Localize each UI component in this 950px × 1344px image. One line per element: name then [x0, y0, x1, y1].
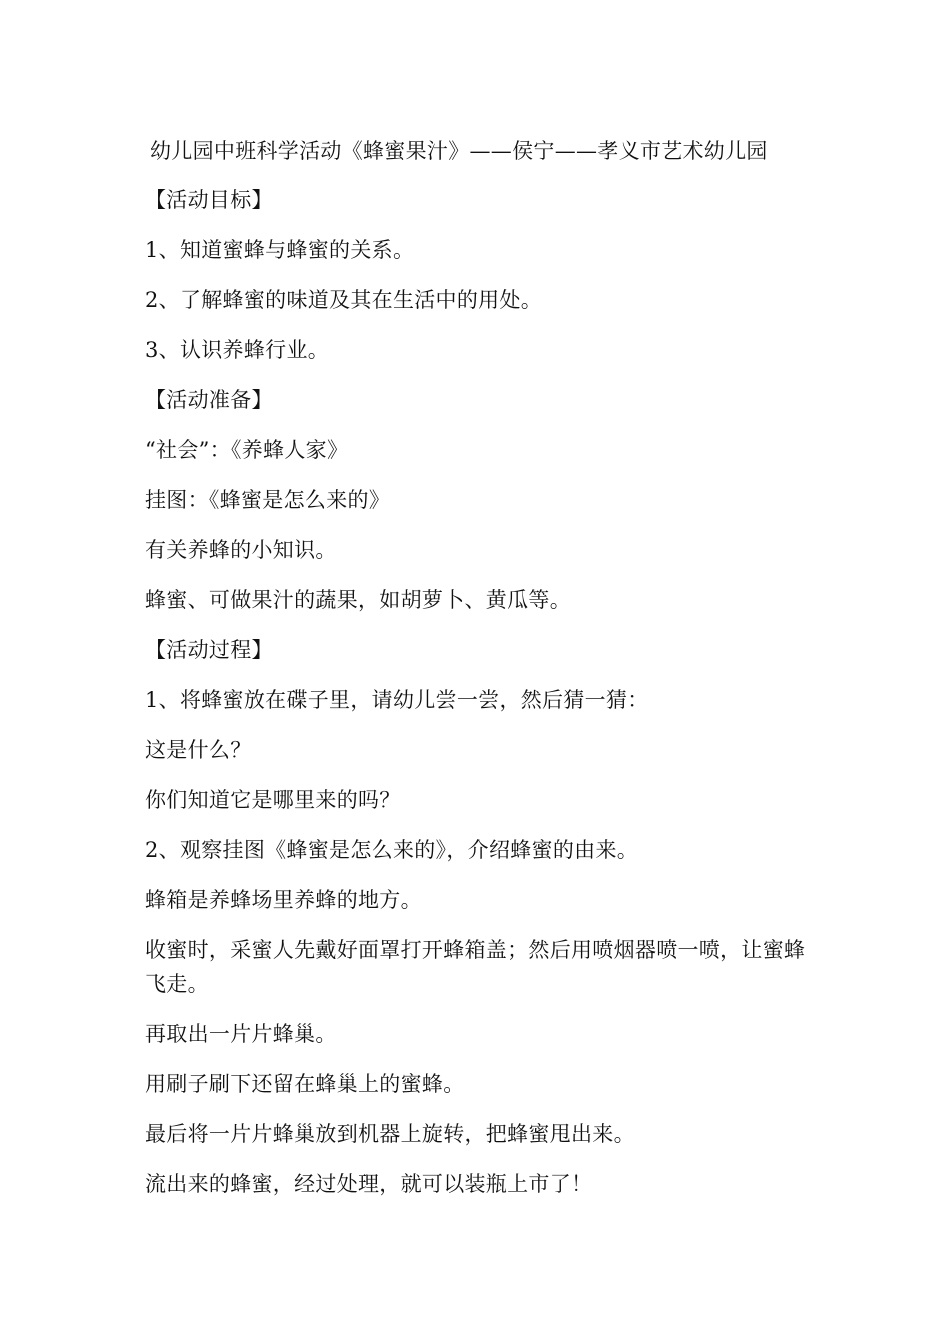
- paragraph: 你们知道它是哪里来的吗？: [145, 788, 401, 812]
- paragraph: 3、认识养蜂行业。: [145, 338, 330, 362]
- paragraph: 再取出一片片蜂巢。: [145, 1022, 337, 1046]
- paragraph: 有关养蜂的小知识。: [145, 538, 337, 562]
- document-body: [145, 183, 815, 1217]
- paragraph: 用刷子刷下还留在蜂巢上的蜜蜂。: [145, 1072, 465, 1096]
- paragraph: “社会”：《养蜂人家》: [145, 438, 349, 462]
- paragraph: 挂图：《蜂蜜是怎么来的》: [145, 488, 391, 512]
- paragraph: 2、了解蜂蜜的味道及其在生活中的用处。: [145, 288, 543, 312]
- document-title: 幼儿园中班科学活动《蜂蜜果汁》——侯宁——孝义市艺术幼儿园: [150, 139, 768, 163]
- paragraph: 1、将蜂蜜放在碟子里，请幼儿尝一尝，然后猜一猜：: [145, 688, 649, 712]
- paragraph: 收蜜时，采蜜人先戴好面罩打开蜂箱盖；然后用喷烟器喷一喷，让蜜蜂飞走。: [145, 938, 806, 996]
- section-heading-preparation: 【活动准备】: [145, 388, 273, 412]
- paragraph: 蜂蜜、可做果汁的蔬果，如胡萝卜、黄瓜等。: [145, 588, 571, 612]
- section-heading-process: 【活动过程】: [145, 638, 273, 662]
- paragraph: 2、观察挂图《蜂蜜是怎么来的》，介绍蜂蜜的由来。: [145, 838, 639, 862]
- section-heading-goals: 【活动目标】: [145, 188, 273, 212]
- paragraph: 1、知道蜜蜂与蜂蜜的关系。: [145, 238, 415, 262]
- paragraph: 这是什么？: [145, 738, 252, 762]
- paragraph: 最后将一片片蜂巢放到机器上旋转，把蜂蜜甩出来。: [145, 1122, 635, 1146]
- paragraph: 流出来的蜂蜜，经过处理，就可以装瓶上市了！: [145, 1172, 593, 1196]
- paragraph: 蜂箱是养蜂场里养蜂的地方。: [145, 888, 422, 912]
